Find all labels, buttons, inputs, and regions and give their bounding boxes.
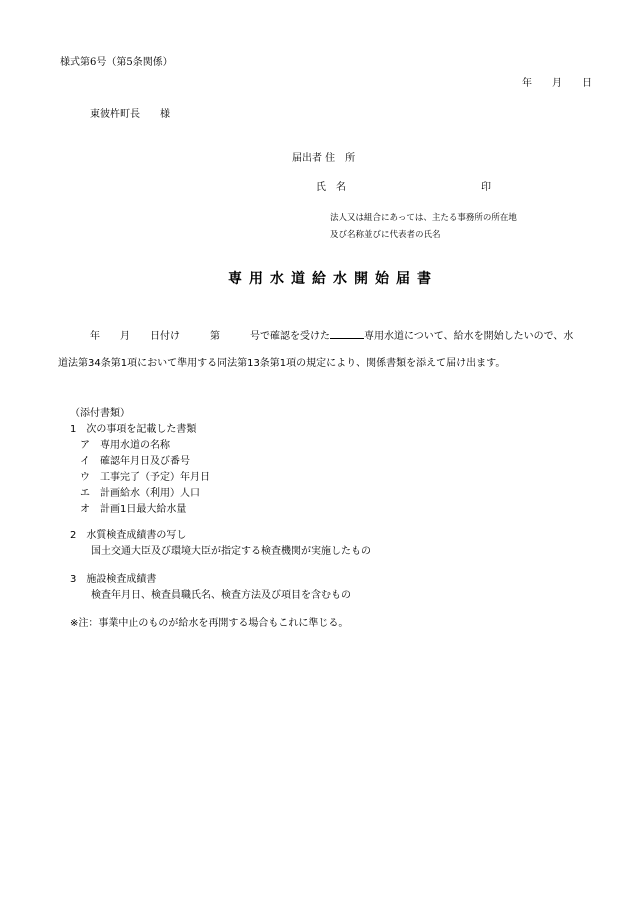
attachment-item-1: 1 次の事項を記載した書類	[70, 424, 197, 435]
attachment-item-3: 3 施設検査成績書	[70, 574, 157, 585]
attachment-sub-item: ウ 工事完了（予定）年月日	[80, 472, 210, 483]
document-title: 専用水道給水開始届書	[228, 271, 438, 287]
body-line2: 道法第34条第1項において準用する同法第13条第1項の規定により、関係書類を添えて届け出ます。	[58, 358, 506, 369]
applicant-address-label: 届出者 住 所	[292, 153, 356, 164]
attachment-item-2-detail: 国土交通大臣及び環境大臣が指定する検査機関が実施したもの	[91, 546, 371, 557]
body-line1	[90, 328, 573, 343]
seal-mark: 印	[481, 182, 491, 193]
fill-in-blank	[330, 328, 364, 339]
attachments-note: ※注：事業中止のものが給水を再開する場合もこれに準じる。	[70, 618, 349, 629]
addressee: 東彼杵町長 様	[90, 109, 170, 120]
applicant-note-line1: 法人又は組合にあっては、主たる事務所の所在地	[330, 213, 517, 223]
body-line1-part1: 年 月 日付け 第 号で確認を受けた	[90, 331, 330, 342]
applicant-name-label: 氏 名	[316, 182, 346, 193]
attachment-sub-item: イ 確認年月日及び番号	[80, 456, 190, 467]
form-number: 様式第6号（第5条関係）	[60, 57, 173, 68]
attachment-sub-item: オ 計画1日最大給水量	[80, 504, 187, 515]
attachment-item-2: 2 水質検査成績書の写し	[70, 530, 187, 541]
attachment-sub-item: ア 専用水道の名称	[80, 440, 170, 451]
attachments-heading: （添付書類）	[70, 408, 130, 419]
applicant-note-line2: 及び名称並びに代表者の氏名	[330, 230, 441, 240]
body-line1-part2: 専用水道について、給水を開始したいので、水	[364, 331, 574, 342]
attachment-sub-item: エ 計画給水（利用）人口	[80, 488, 200, 499]
attachment-item-3-detail: 検査年月日、検査員職氏名、検査方法及び項目を含むもの	[91, 590, 351, 601]
date-line: 年 月 日	[522, 78, 592, 89]
